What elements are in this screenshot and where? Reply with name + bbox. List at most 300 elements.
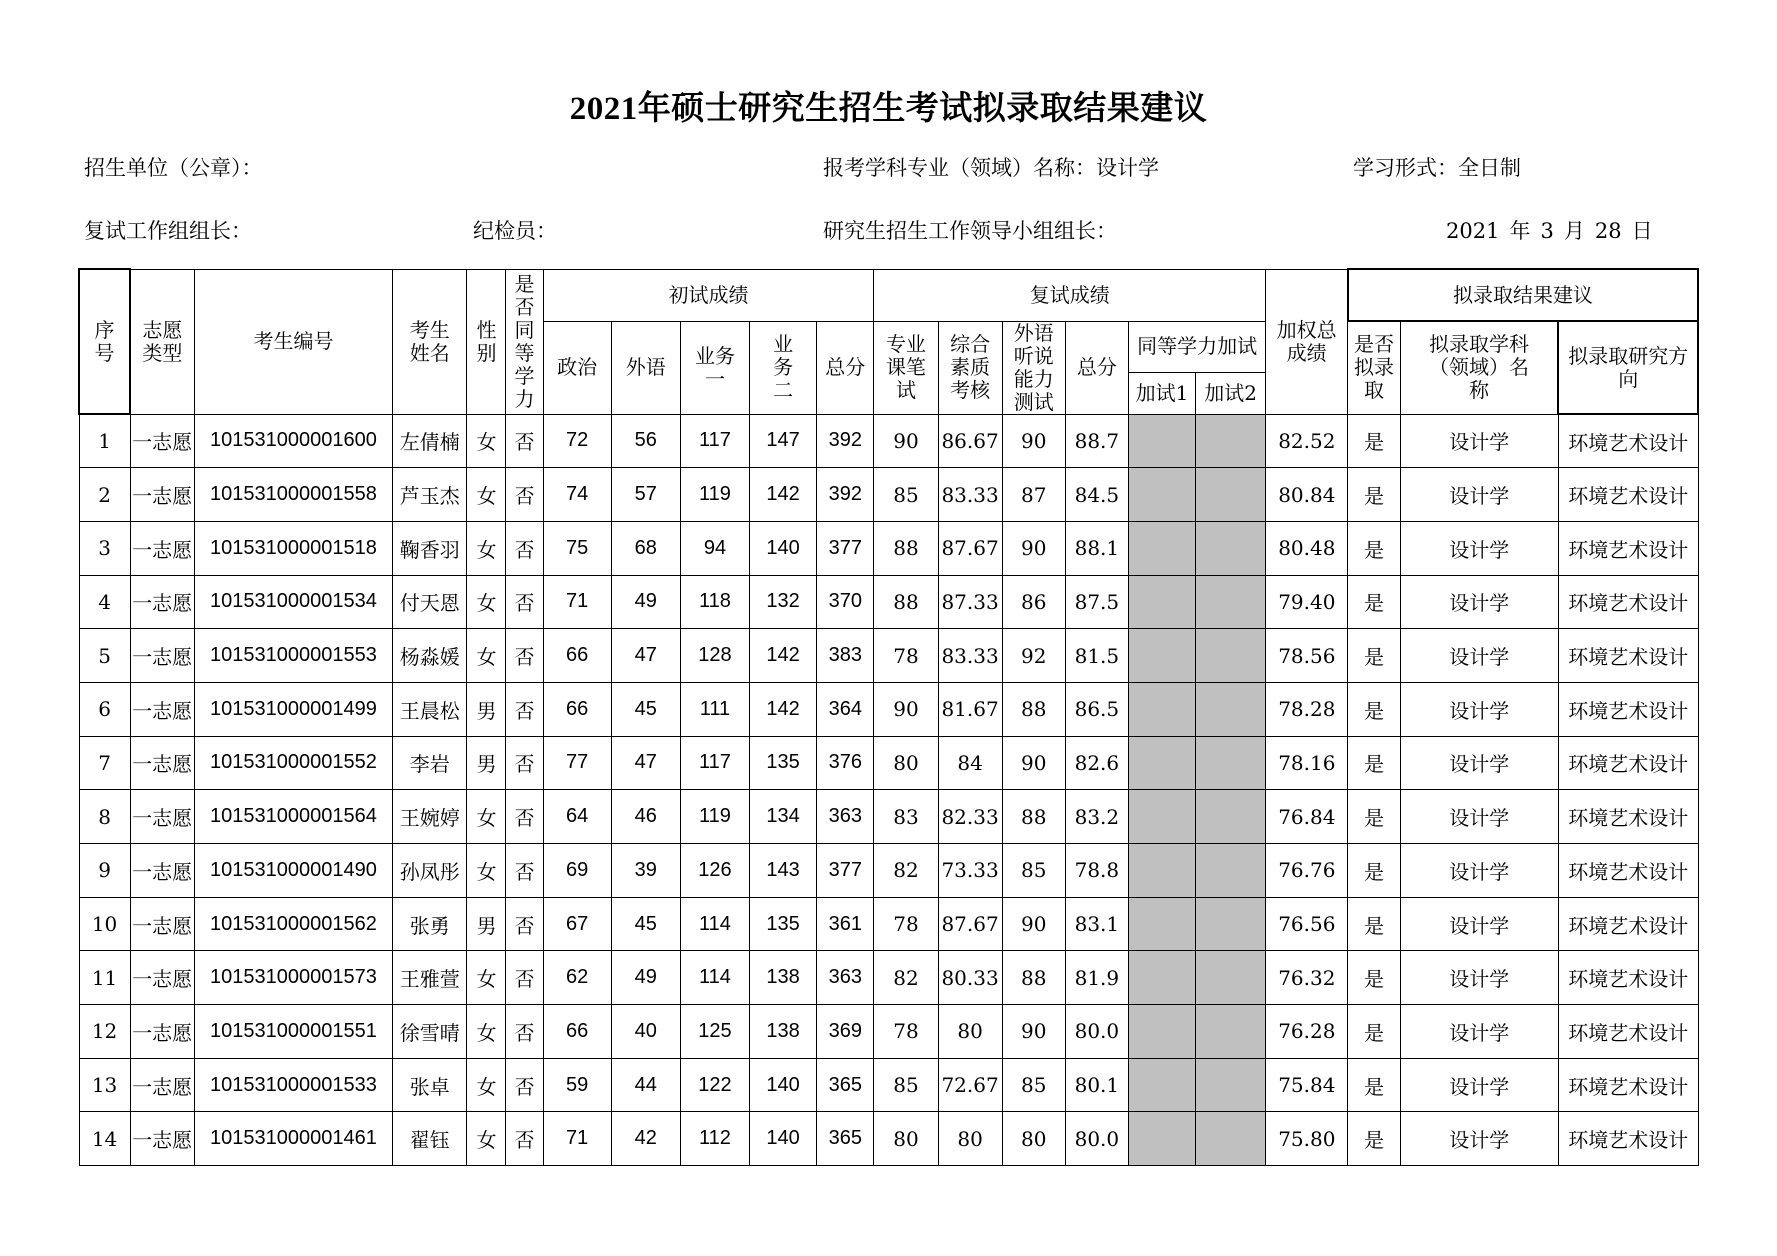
name-cell: 左倩楠	[393, 414, 467, 468]
admit-major-cell: 设计学	[1400, 1058, 1558, 1112]
weighted-cell: 76.84	[1266, 790, 1348, 844]
retest-total-cell: 78.8	[1065, 844, 1128, 898]
choice-type-cell: 一志愿	[130, 1112, 194, 1166]
admit-major-cell: 设计学	[1400, 736, 1558, 790]
name-cell: 杨淼媛	[393, 629, 467, 683]
table-row	[79, 575, 1698, 629]
weighted-cell: 78.56	[1266, 629, 1348, 683]
header-extra1: 加试1	[1128, 372, 1195, 414]
politics-cell: 67	[543, 897, 611, 951]
equivalent-cell: 否	[506, 790, 543, 844]
admit-major-cell: 设计学	[1400, 1112, 1558, 1166]
prelim-total-cell: 363	[817, 951, 874, 1005]
retest-total-cell: 80.0	[1065, 1005, 1128, 1059]
extra2-cell	[1196, 521, 1266, 575]
admit-cell: 是	[1348, 414, 1400, 468]
name-cell: 李岩	[393, 736, 467, 790]
subject1-cell: 126	[680, 844, 749, 898]
subject2-cell: 143	[750, 844, 817, 898]
listening-cell: 90	[1002, 1005, 1065, 1059]
admit-direction-cell: 环境艺术设计	[1558, 1005, 1698, 1059]
admit-cell: 是	[1348, 897, 1400, 951]
subject1-cell: 94	[680, 521, 749, 575]
gender-cell: 女	[467, 790, 506, 844]
extra1-cell	[1128, 682, 1195, 736]
seq-cell: 4	[79, 575, 130, 629]
prelim-total-cell: 377	[817, 844, 874, 898]
admit-direction-cell: 环境艺术设计	[1558, 844, 1698, 898]
date	[1446, 215, 1663, 245]
admit-direction-cell: 环境艺术设计	[1558, 1112, 1698, 1166]
admit-major-cell: 设计学	[1400, 1005, 1558, 1059]
gender-cell: 女	[467, 1112, 506, 1166]
gender-cell: 女	[467, 1058, 506, 1112]
table-row	[79, 414, 1698, 468]
table-row	[79, 629, 1698, 683]
listening-cell: 88	[1002, 790, 1065, 844]
quality-cell: 87.67	[938, 521, 1002, 575]
equivalent-cell: 否	[506, 414, 543, 468]
weighted-cell: 80.48	[1266, 521, 1348, 575]
retest-total-cell: 86.5	[1065, 682, 1128, 736]
seq-cell: 14	[79, 1112, 130, 1166]
prelim-total-cell: 365	[817, 1058, 874, 1112]
weighted-cell: 75.84	[1266, 1058, 1348, 1112]
table-row	[79, 682, 1698, 736]
politics-cell: 69	[543, 844, 611, 898]
admit-cell: 是	[1348, 629, 1400, 683]
subject2-cell: 147	[750, 414, 817, 468]
header-subject1: 业务一	[680, 321, 749, 414]
foreign-cell: 57	[611, 468, 680, 522]
extra1-cell	[1128, 414, 1195, 468]
foreign-cell: 68	[611, 521, 680, 575]
gender-cell: 男	[467, 736, 506, 790]
weighted-cell: 76.76	[1266, 844, 1348, 898]
admit-cell: 是	[1348, 1058, 1400, 1112]
major-written-cell: 85	[874, 468, 938, 522]
seq-cell: 11	[79, 951, 130, 1005]
extra2-cell	[1196, 736, 1266, 790]
admit-direction-cell: 环境艺术设计	[1558, 682, 1698, 736]
table-row	[79, 468, 1698, 522]
seq-cell: 9	[79, 844, 130, 898]
foreign-cell: 42	[611, 1112, 680, 1166]
foreign-cell: 46	[611, 790, 680, 844]
seq-cell: 6	[79, 682, 130, 736]
header-equivalent: 是否同等学力	[506, 269, 543, 414]
extra1-cell	[1128, 521, 1195, 575]
foreign-cell: 47	[611, 736, 680, 790]
foreign-cell: 39	[611, 844, 680, 898]
extra2-cell	[1196, 1058, 1266, 1112]
listening-cell: 88	[1002, 951, 1065, 1005]
header-retest-total: 总分	[1065, 321, 1128, 414]
admit-major-cell: 设计学	[1400, 682, 1558, 736]
header-name: 考生姓名	[393, 269, 467, 414]
admit-major-cell: 设计学	[1400, 629, 1558, 683]
listening-cell: 92	[1002, 629, 1065, 683]
choice-type-cell: 一志愿	[130, 897, 194, 951]
listening-cell: 90	[1002, 521, 1065, 575]
exam-id-cell: 101531000001600	[194, 414, 392, 468]
equivalent-cell: 否	[506, 736, 543, 790]
retest-total-cell: 81.5	[1065, 629, 1128, 683]
name-cell: 徐雪晴	[393, 1005, 467, 1059]
exam-id-cell: 101531000001499	[194, 682, 392, 736]
leader-label: 研究生招生工作领导小组组长：	[823, 219, 1117, 243]
weighted-cell: 80.84	[1266, 468, 1348, 522]
foreign-cell: 56	[611, 414, 680, 468]
politics-cell: 62	[543, 951, 611, 1005]
document-title: 2021年硕士研究生招生考试拟录取结果建议	[569, 91, 1208, 127]
gender-cell: 女	[467, 468, 506, 522]
name-cell: 翟钰	[393, 1112, 467, 1166]
name-cell: 鞠香羽	[393, 521, 467, 575]
admit-cell: 是	[1348, 844, 1400, 898]
table-row	[79, 521, 1698, 575]
inspector-label: 纪检员：	[473, 219, 557, 243]
choice-type-cell: 一志愿	[130, 414, 194, 468]
admit-direction-cell: 环境艺术设计	[1558, 575, 1698, 629]
equivalent-cell: 否	[506, 1058, 543, 1112]
prelim-total-cell: 377	[817, 521, 874, 575]
extra2-cell	[1196, 468, 1266, 522]
choice-type-cell: 一志愿	[130, 844, 194, 898]
choice-type-cell: 一志愿	[130, 790, 194, 844]
extra2-cell	[1196, 897, 1266, 951]
extra2-cell	[1196, 575, 1266, 629]
retest-total-cell: 81.9	[1065, 951, 1128, 1005]
quality-cell: 80	[938, 1112, 1002, 1166]
retest-total-cell: 80.1	[1065, 1058, 1128, 1112]
politics-cell: 66	[543, 682, 611, 736]
weighted-cell: 82.52	[1266, 414, 1348, 468]
header-admit: 是否拟录取	[1348, 321, 1400, 414]
gender-cell: 女	[467, 1005, 506, 1059]
admit-direction-cell: 环境艺术设计	[1558, 736, 1698, 790]
retest-total-cell: 80.0	[1065, 1112, 1128, 1166]
exam-id-cell: 101531000001552	[194, 736, 392, 790]
subject1-cell: 118	[680, 575, 749, 629]
quality-cell: 81.67	[938, 682, 1002, 736]
name-cell: 芦玉杰	[393, 468, 467, 522]
date-day: 28	[1594, 219, 1622, 243]
prelim-total-cell: 376	[817, 736, 874, 790]
seq-cell: 1	[79, 414, 130, 468]
equivalent-cell: 否	[506, 897, 543, 951]
major-written-cell: 82	[874, 844, 938, 898]
admit-cell: 是	[1348, 468, 1400, 522]
gender-cell: 女	[467, 844, 506, 898]
extra1-cell	[1128, 897, 1195, 951]
foreign-cell: 45	[611, 682, 680, 736]
admit-major-cell: 设计学	[1400, 844, 1558, 898]
weighted-cell: 75.80	[1266, 1112, 1348, 1166]
listening-cell: 90	[1002, 414, 1065, 468]
major-written-cell: 78	[874, 1005, 938, 1059]
admit-major-cell: 设计学	[1400, 575, 1558, 629]
group-leader-label: 复试工作组组长：	[84, 219, 252, 243]
listening-cell: 80	[1002, 1112, 1065, 1166]
admit-cell: 是	[1348, 575, 1400, 629]
choice-type-cell: 一志愿	[130, 951, 194, 1005]
foreign-cell: 44	[611, 1058, 680, 1112]
prelim-total-cell: 363	[817, 790, 874, 844]
extra2-cell	[1196, 951, 1266, 1005]
gender-cell: 男	[467, 897, 506, 951]
subject2-cell: 142	[750, 468, 817, 522]
retest-total-cell: 83.1	[1065, 897, 1128, 951]
table-row	[79, 1112, 1698, 1166]
admit-direction-cell: 环境艺术设计	[1558, 897, 1698, 951]
equivalent-cell: 否	[506, 575, 543, 629]
admit-direction-cell: 环境艺术设计	[1558, 629, 1698, 683]
gender-cell: 女	[467, 629, 506, 683]
politics-cell: 77	[543, 736, 611, 790]
foreign-cell: 49	[611, 575, 680, 629]
header-prelim-total: 总分	[817, 321, 874, 414]
politics-cell: 71	[543, 575, 611, 629]
major-written-cell: 82	[874, 951, 938, 1005]
prelim-total-cell: 364	[817, 682, 874, 736]
choice-type-cell: 一志愿	[130, 736, 194, 790]
listening-cell: 88	[1002, 682, 1065, 736]
quality-cell: 87.67	[938, 897, 1002, 951]
extra1-cell	[1128, 951, 1195, 1005]
admit-cell: 是	[1348, 521, 1400, 575]
extra1-cell	[1128, 629, 1195, 683]
choice-type-cell: 一志愿	[130, 1058, 194, 1112]
subject2-cell: 142	[750, 629, 817, 683]
weighted-cell: 76.56	[1266, 897, 1348, 951]
extra2-cell	[1196, 629, 1266, 683]
retest-total-cell: 84.5	[1065, 468, 1128, 522]
date-day-unit: 日	[1631, 219, 1653, 243]
extra1-cell	[1128, 468, 1195, 522]
header-admit-direction: 拟录取研究方向	[1558, 321, 1698, 414]
weighted-cell: 79.40	[1266, 575, 1348, 629]
date-year: 2021	[1446, 219, 1500, 243]
choice-type-cell: 一志愿	[130, 682, 194, 736]
subject2-cell: 140	[750, 1112, 817, 1166]
header-admit-major: 拟录取学科（领域）名称	[1400, 321, 1558, 414]
quality-cell: 80.33	[938, 951, 1002, 1005]
seq-cell: 13	[79, 1058, 130, 1112]
quality-cell: 72.67	[938, 1058, 1002, 1112]
admit-major-cell: 设计学	[1400, 468, 1558, 522]
date-month: 3	[1540, 219, 1554, 243]
politics-cell: 74	[543, 468, 611, 522]
equivalent-cell: 否	[506, 844, 543, 898]
exam-id-cell: 101531000001551	[194, 1005, 392, 1059]
header-seq: 序号	[79, 269, 130, 414]
header-gender: 性别	[467, 269, 506, 414]
admit-cell: 是	[1348, 951, 1400, 1005]
subject2-cell: 140	[750, 1058, 817, 1112]
header-foreign: 外语	[611, 321, 680, 414]
prelim-total-cell: 369	[817, 1005, 874, 1059]
major-written-cell: 80	[874, 736, 938, 790]
foreign-cell: 47	[611, 629, 680, 683]
quality-cell: 73.33	[938, 844, 1002, 898]
retest-total-cell: 83.2	[1065, 790, 1128, 844]
retest-total-cell: 88.7	[1065, 414, 1128, 468]
major-written-cell: 83	[874, 790, 938, 844]
extra1-cell	[1128, 736, 1195, 790]
subject1-cell: 114	[680, 951, 749, 1005]
exam-id-cell: 101531000001490	[194, 844, 392, 898]
admit-direction-cell: 环境艺术设计	[1558, 1058, 1698, 1112]
extra1-cell	[1128, 575, 1195, 629]
listening-cell: 85	[1002, 1058, 1065, 1112]
quality-cell: 87.33	[938, 575, 1002, 629]
extra1-cell	[1128, 844, 1195, 898]
politics-cell: 66	[543, 1005, 611, 1059]
name-cell: 王雅萱	[393, 951, 467, 1005]
equivalent-cell: 否	[506, 951, 543, 1005]
foreign-cell: 49	[611, 951, 680, 1005]
politics-cell: 71	[543, 1112, 611, 1166]
equivalent-cell: 否	[506, 521, 543, 575]
unit-label: 招生单位（公章）：	[84, 156, 263, 180]
admit-major-cell: 设计学	[1400, 521, 1558, 575]
seq-cell: 3	[79, 521, 130, 575]
extra1-cell	[1128, 1058, 1195, 1112]
exam-id-cell: 101531000001461	[194, 1112, 392, 1166]
name-cell: 付天恩	[393, 575, 467, 629]
subject1-cell: 111	[680, 682, 749, 736]
quality-cell: 83.33	[938, 468, 1002, 522]
seq-cell: 5	[79, 629, 130, 683]
admit-cell: 是	[1348, 1112, 1400, 1166]
subject1-cell: 122	[680, 1058, 749, 1112]
quality-cell: 83.33	[938, 629, 1002, 683]
extra2-cell	[1196, 844, 1266, 898]
retest-total-cell: 82.6	[1065, 736, 1128, 790]
major-written-cell: 90	[874, 414, 938, 468]
header-major-written: 专业课笔试	[874, 321, 938, 414]
gender-cell: 女	[467, 521, 506, 575]
subject2-cell: 140	[750, 521, 817, 575]
quality-cell: 86.67	[938, 414, 1002, 468]
study-form-label: 学习形式：全日制	[1353, 156, 1521, 180]
name-cell: 王婉婷	[393, 790, 467, 844]
header-subject2: 业务二	[750, 321, 817, 414]
header-politics: 政治	[543, 321, 611, 414]
header-retest-group: 复试成绩	[874, 269, 1266, 321]
retest-total-cell: 88.1	[1065, 521, 1128, 575]
header-extra-group: 同等学力加试	[1128, 321, 1265, 372]
subject1-cell: 114	[680, 897, 749, 951]
gender-cell: 男	[467, 682, 506, 736]
gender-cell: 女	[467, 575, 506, 629]
extra2-cell	[1196, 790, 1266, 844]
name-cell: 张卓	[393, 1058, 467, 1112]
subject1-cell: 119	[680, 468, 749, 522]
admission-table	[78, 268, 1699, 1166]
admit-direction-cell: 环境艺术设计	[1558, 521, 1698, 575]
seq-cell: 12	[79, 1005, 130, 1059]
subject2-cell: 138	[750, 951, 817, 1005]
retest-total-cell: 87.5	[1065, 575, 1128, 629]
quality-cell: 80	[938, 1005, 1002, 1059]
politics-cell: 66	[543, 629, 611, 683]
admit-major-cell: 设计学	[1400, 414, 1558, 468]
admit-cell: 是	[1348, 682, 1400, 736]
major-label: 报考学科专业（领域）名称：设计学	[823, 156, 1159, 180]
exam-id-cell: 101531000001558	[194, 468, 392, 522]
subject2-cell: 134	[750, 790, 817, 844]
listening-cell: 87	[1002, 468, 1065, 522]
extra1-cell	[1128, 1005, 1195, 1059]
header-extra2: 加试2	[1196, 372, 1266, 414]
seq-cell: 2	[79, 468, 130, 522]
seq-cell: 10	[79, 897, 130, 951]
table-row	[79, 1058, 1698, 1112]
extra2-cell	[1196, 1005, 1266, 1059]
prelim-total-cell: 392	[817, 414, 874, 468]
subject1-cell: 128	[680, 629, 749, 683]
header-prelim-group: 初试成绩	[543, 269, 874, 321]
header-exam-id: 考生编号	[194, 269, 392, 414]
weighted-cell: 76.28	[1266, 1005, 1348, 1059]
admit-direction-cell: 环境艺术设计	[1558, 414, 1698, 468]
subject1-cell: 119	[680, 790, 749, 844]
admit-direction-cell: 环境艺术设计	[1558, 468, 1698, 522]
header-weighted: 加权总成绩	[1266, 269, 1348, 414]
subject2-cell: 135	[750, 897, 817, 951]
exam-id-cell: 101531000001553	[194, 629, 392, 683]
subject2-cell: 142	[750, 682, 817, 736]
header-listening: 外语听说能力测试	[1002, 321, 1065, 414]
table-row	[79, 736, 1698, 790]
subject2-cell: 132	[750, 575, 817, 629]
prelim-total-cell: 392	[817, 468, 874, 522]
weighted-cell: 76.32	[1266, 951, 1348, 1005]
prelim-total-cell: 361	[817, 897, 874, 951]
seq-cell: 7	[79, 736, 130, 790]
quality-cell: 84	[938, 736, 1002, 790]
subject2-cell: 138	[750, 1005, 817, 1059]
seq-cell: 8	[79, 790, 130, 844]
foreign-cell: 40	[611, 1005, 680, 1059]
date-year-unit: 年	[1509, 219, 1531, 243]
table-row	[79, 897, 1698, 951]
admit-major-cell: 设计学	[1400, 951, 1558, 1005]
extra1-cell	[1128, 1112, 1195, 1166]
table-row	[79, 844, 1698, 898]
listening-cell: 85	[1002, 844, 1065, 898]
politics-cell: 59	[543, 1058, 611, 1112]
extra2-cell	[1196, 414, 1266, 468]
gender-cell: 女	[467, 951, 506, 1005]
name-cell: 王晨松	[393, 682, 467, 736]
listening-cell: 90	[1002, 736, 1065, 790]
header-choice-type: 志愿类型	[130, 269, 194, 414]
prelim-total-cell: 383	[817, 629, 874, 683]
exam-id-cell: 101531000001573	[194, 951, 392, 1005]
major-written-cell: 78	[874, 897, 938, 951]
choice-type-cell: 一志愿	[130, 521, 194, 575]
choice-type-cell: 一志愿	[130, 575, 194, 629]
date-month-unit: 月	[1563, 219, 1585, 243]
choice-type-cell: 一志愿	[130, 1005, 194, 1059]
quality-cell: 82.33	[938, 790, 1002, 844]
gender-cell: 女	[467, 414, 506, 468]
exam-id-cell: 101531000001518	[194, 521, 392, 575]
extra1-cell	[1128, 790, 1195, 844]
